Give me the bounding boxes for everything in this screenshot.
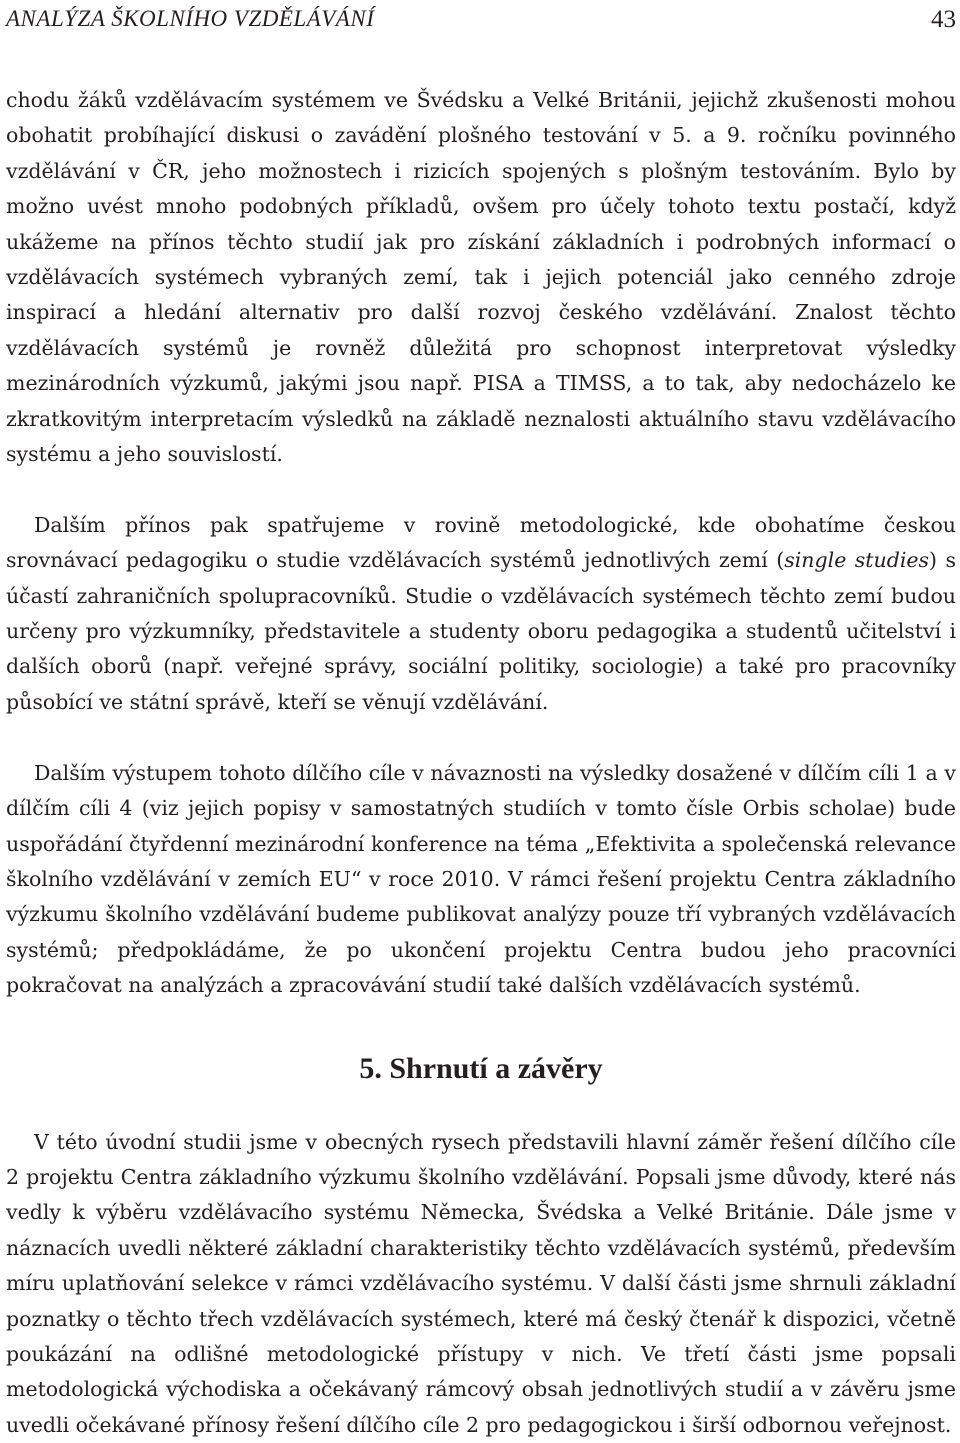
header-title: ANALÝZA ŠKOLNÍHO VZDĚLÁVÁNÍ — [6, 6, 375, 31]
paragraph-methodology-part2: ) s účastí zahraničních spolupracovníků. Studie o vzdělávacích systémech těchto zemí budou určeny pro výzkumníky, představitele a studenty oboru pedagogika a studentů učitelství i dalších oborů (např. veřejné správy, sociální politiky, sociologie) a také pro pracovníky působící ve státní správě, kteří se věnují vzdělávání. — [6, 548, 956, 714]
document-page — [6, 0, 956, 1440]
page-number: 43 — [931, 6, 956, 33]
paragraph-continued: chodu žáků vzdělávacím systémem ve Švédsku a Velké Británii, jejichž zkušenosti mohou obohatit probíhající diskusi o zavádění plošného testování v 5. a 9. ročníku povinného vzdělávání v ČR, jeho možnostech i rizicích spojených s plošným testováním. Bylo by možno uvést mnoho podobných příkladů, ovšem pro účely tohoto textu postačí, když ukážeme na přínos těchto studií jak pro získání základních i podrobných informací o vzdělávacích systémech vybraných zemí, tak i jejich potenciál jako cenného zdroje inspirací a hledání alternativ pro další rozvoj českého vzdělávání. Znalost těchto vzdělávacích systémů je rovněž důležitá pro schopnost interpretovat výsledky mezinárodních výzkumů, jakými jsou např. PISA a TIMSS, a to tak, aby nedocházelo ke zkratkovitým interpretacím výsledků na základě neznalosti aktuálního stavu vzdělávacího systému a jeho souvislostí. — [6, 88, 956, 467]
paragraph-conference: Dalším výstupem tohoto dílčího cíle v návaznosti na výsledky dosažené v dílčím cíli 1 a v dílčím cíli 4 (viz jejich popisy v samostatných studiích v tomto čísle Orbis scholae) bude uspořádání čtyřdenní mezinárodní konference na téma „Efektivita a společenská relevance školního vzdělávání v zemích EU“ v roce 2010. V rámci řešení projektu Centra základního výzkumu školního vzdělávání budeme publikovat analýzy pouze tří vybraných vzdělávacích systémů; předpokládáme, že po ukončení projektu Centra budou jeho pracovníci pokračovat na analýzách a zpracovávání studií také dalších vzdělávacích systémů. — [6, 760, 956, 998]
body-text — [6, 83, 956, 1443]
section-heading: 5. Shrnutí a závěry — [359, 1051, 603, 1085]
italic-term: single studies — [784, 548, 930, 573]
paragraph-summary: V této úvodní studii jsme v obecných rysech představili hlavní záměr řešení dílčího cíle 2 projektu Centra základního výzkumu školního vzdělávání. Popsali jsme důvody, které nás vedly k výběru vzdělávacího systému Německa, Švédska a Velké Británie. Dále jsme v náznacích uvedli některé základní charakteristiky těchto vzdělávacích systémů, především míru uplatňování selekce v rámci vzdělávacího systému. V další části jsme shrnuli základní poznatky o těchto třech vzdělávacích systémech, které má český čtenář k dispozici, včetně poukázání na odlišné metodologické přístupy v nich. Ve třetí části jsme popsali metodologická východiska a očekávaný rámcový obsah jednotlivých studií a v závěru jsme uvedli očekávané přínosy řešení dílčího cíle 2 pro pedagogickou i širší odbornou veřejnost. — [6, 1129, 956, 1437]
paragraph-methodology — [6, 508, 956, 720]
paragraph-methodology-part1: Dalším přínos pak spatřujeme v rovině metodologické, kde obohatíme českou srovnávací pedagogiku o studie vzdělávacích systémů jednotlivých zemí ( — [6, 512, 956, 573]
running-header — [6, 6, 956, 36]
